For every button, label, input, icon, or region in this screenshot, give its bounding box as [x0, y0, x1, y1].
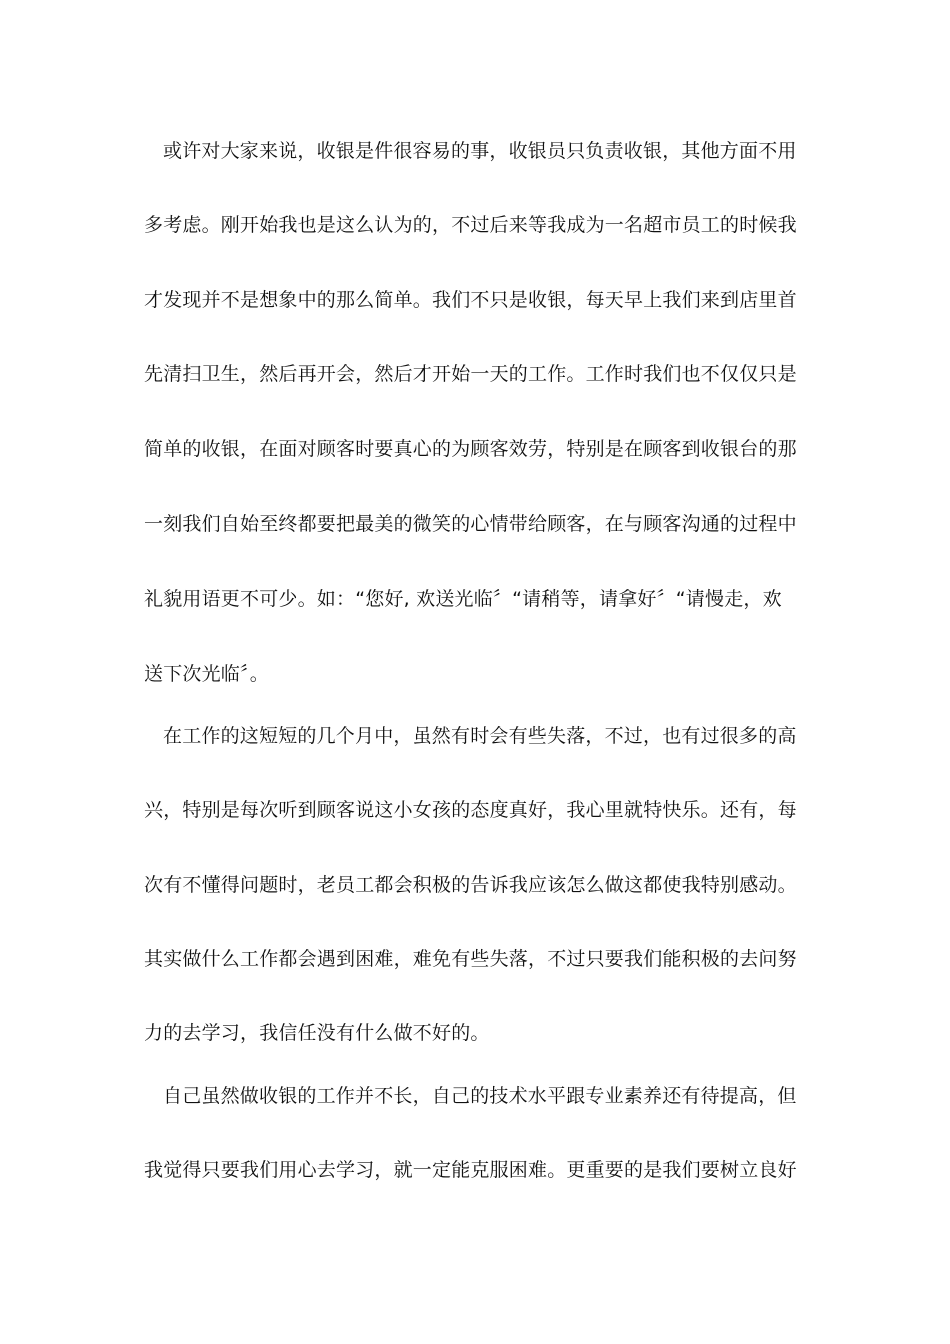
text-line: 次有不懂得问题时，老员工都会积极的告诉我应该怎么做这都使我特别感动。 [144, 874, 797, 896]
text-line: 先清扫卫生，然后再开会，然后才开始一天的工作。工作时我们也不仅仅只是 [144, 363, 797, 385]
text-line: 一刻我们自始至终都要把最美的微笑的心情带给顾客，在与顾客沟通的过程中 [144, 513, 797, 535]
text-line: 送下次光临〞。 [144, 663, 269, 685]
text-line: 简单的收银，在面对顾客时要真心的为顾客效劳，特别是在顾客到收银台的那 [144, 438, 797, 460]
text-line: 在工作的这短短的几个月中，虽然有时会有些失落，不过，也有过很多的高 [163, 725, 797, 747]
text-line: 其实做什么工作都会遇到困难，难免有些失落，不过只要我们能积极的去问努 [144, 948, 797, 970]
text-line: 我觉得只要我们用心去学习，就一定能克服困难。更重要的是我们要树立良好 [144, 1159, 797, 1181]
text-line: 兴，特别是每次听到顾客说这小女孩的态度真好，我心里就特快乐。还有，每 [144, 799, 797, 821]
text-line: 礼貌用语更不可少。如：“您好, 欢送光临〞“请稍等，请拿好〞“请慢走，欢 [144, 588, 782, 610]
text-line: 力的去学习，我信任没有什么做不好的。 [144, 1022, 490, 1044]
text-line: 或许对大家来说，收银是件很容易的事，收银员只负责收银，其他方面不用 [163, 140, 797, 162]
text-line: 自己虽然做收银的工作并不长，自己的技术水平跟专业素养还有待提高，但 [163, 1085, 797, 1107]
text-line: 多考虑。刚开始我也是这么认为的，不过后来等我成为一名超市员工的时候我 [144, 214, 797, 236]
text-line: 才发现并不是想象中的那么简单。我们不只是收银，每天早上我们来到店里首 [144, 289, 797, 311]
